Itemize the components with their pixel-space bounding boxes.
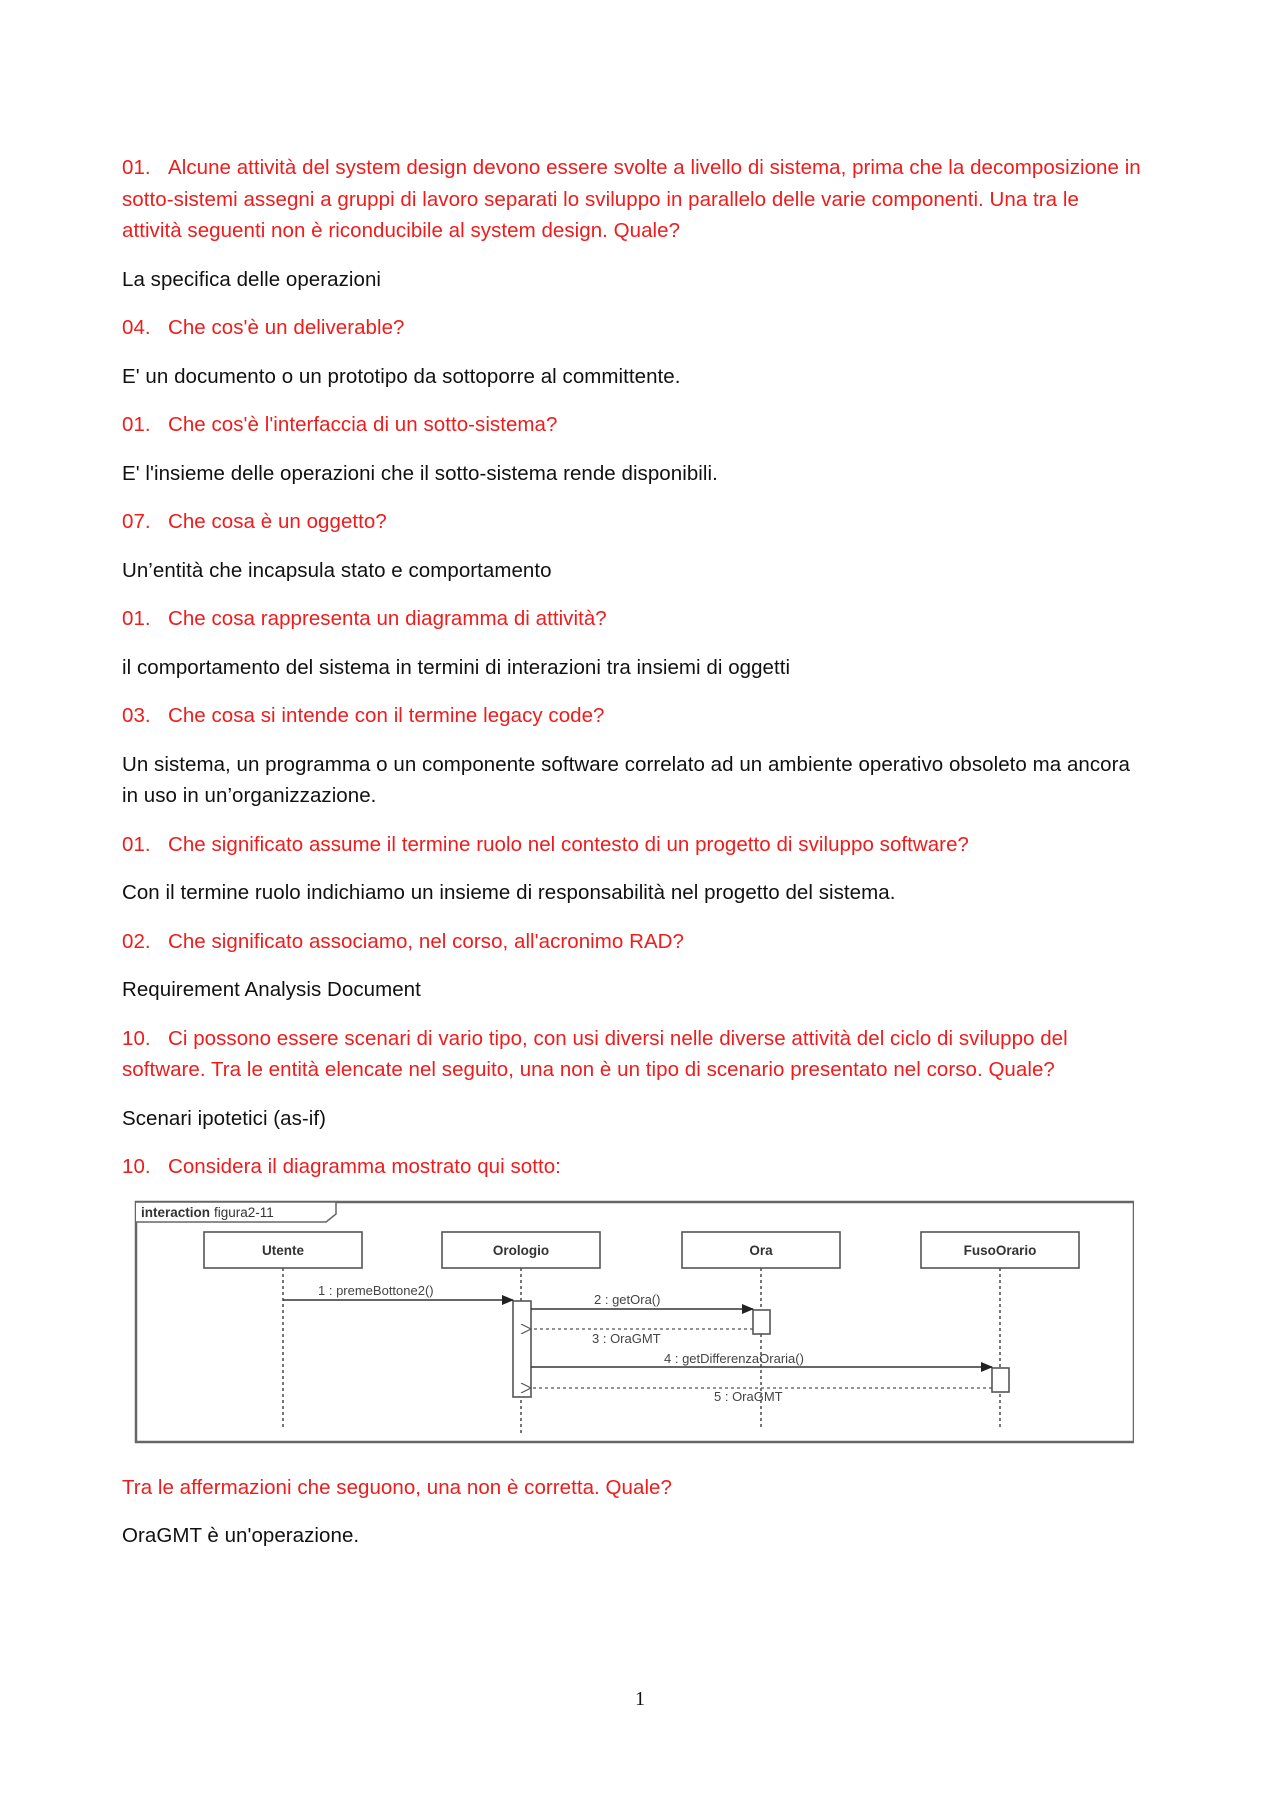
question-10 [122,1151,1142,1183]
answer-3: E' l'insieme delle operazioni che il sotto-sistema rende disponibili. [122,461,718,485]
activation-fusoorario [992,1368,1009,1392]
question-text: Ci possono essere scenari di vario tipo, con usi diversi nelle diverse attività del ciclo di sviluppo del software. Tra le entità elencate nel seguito, una non è un tipo di scenario presentato nel corso. Quale? [122,1026,1068,1081]
question-number: 01. [122,832,151,856]
answer-10: OraGMT è un'operazione. [122,1524,360,1547]
answer-6: Un sistema, un programma o un componente software correlato ad un ambiente operativo obsoleto ma ancora in uso in un’organizzazione. [122,752,1130,807]
question-6 [122,700,1142,732]
question-5 [122,603,1142,635]
question-text: Alcune attività del system design devono essere svolte a livello di sistema, prima che la decomposizione in sotto-sistemi assegni a gruppi di lavoro separati lo sviluppo in parallelo delle varie componenti. Una tra le attività seguenti non è riconducibile al system design. Quale? [122,156,1141,242]
question-number: 01. [122,156,151,179]
qa-list [122,152,1142,1552]
question-number: 07. [122,510,151,533]
question-number: 04. [122,316,151,339]
question-number: 10. [122,1155,151,1178]
activation-ora [753,1310,770,1334]
question-text: Che cosa è un oggetto? [168,510,387,533]
frame-keyword: interaction [141,1204,211,1220]
question-8 [122,926,1142,958]
lifeline-label-ora: Ora [749,1242,773,1258]
question-2 [122,312,1142,344]
sequence-diagram [122,1198,1134,1448]
question-text: Che cos'è un deliverable? [168,316,405,339]
answer-9: Scenari ipotetici (as-if) [122,1106,327,1130]
message-label-2: 2 : getOra() [594,1291,661,1307]
message-label-1: 1 : premeBottone2() [318,1282,434,1298]
lifeline-label-fusoorario: FusoOrario [963,1242,1037,1258]
answer-7: Con il termine ruolo indichiamo un insieme di responsabilità nel progetto del sistema. [122,881,896,904]
frame-name: figura2-11 [214,1204,274,1220]
question-text: Che cosa si intende con il termine legacy code? [168,704,605,727]
question-4 [122,506,1142,538]
lifeline-label-utente: Utente [261,1242,305,1258]
sequence-diagram-svg [122,1198,1134,1448]
question-text: Che significato associamo, nel corso, all'acronimo RAD? [168,929,684,953]
answer-5: il comportamento del sistema in termini di interazioni tra insiemi di oggetti [122,655,791,679]
message-label-4: 4 : getDifferenzaOraria() [664,1350,804,1366]
question-text: Che significato assume il termine ruolo nel contesto di un progetto di sviluppo software? [168,832,969,856]
activation-orologio [513,1301,531,1397]
frame-title [141,1205,274,1220]
question-number: 10. [122,1026,151,1050]
followup-question: Tra le affermazioni che seguono, una non è corretta. Quale? [122,1475,672,1499]
lifeline-label-orologio: Orologio [492,1242,550,1258]
answer-8: Requirement Analysis Document [122,978,421,1001]
answer-2: E' un documento o un prototipo da sottoporre al committente. [122,364,681,388]
page-number: 1 [635,1688,645,1710]
question-9 [122,1023,1142,1086]
message-label-3: 3 : OraGMT [592,1330,661,1346]
question-number: 01. [122,413,151,436]
question-3 [122,409,1142,441]
question-number: 02. [122,929,151,953]
question-number: 03. [122,704,151,727]
question-number: 01. [122,607,151,630]
question-text: Considera il diagramma mostrato qui sotto: [168,1155,561,1178]
question-1 [122,152,1142,247]
question-7 [122,829,1142,861]
message-label-5: 5 : OraGMT [714,1388,783,1404]
question-text: Che cos'è l'interfaccia di un sotto-sistema? [168,413,558,436]
answer-4: Un’entità che incapsula stato e comportamento [122,558,552,582]
answer-1: La specifica delle operazioni [122,267,382,291]
question-text: Che cosa rappresenta un diagramma di attività? [168,607,607,630]
